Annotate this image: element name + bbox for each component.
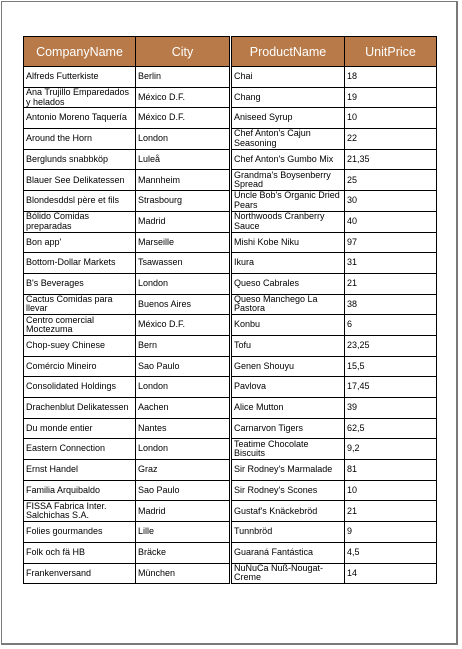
table-row [232, 563, 437, 584]
product-name-cell: Tofu [232, 335, 345, 356]
table-row [24, 356, 230, 377]
table-row [232, 67, 437, 88]
table-header-row [24, 37, 230, 67]
unit-price-cell: 14 [345, 563, 437, 584]
table-row [24, 542, 230, 563]
unit-price-cell: 9,2 [345, 439, 437, 460]
table-row [24, 232, 230, 253]
unit-price-cell: 31 [345, 253, 437, 274]
table-row [232, 356, 437, 377]
product-name-cell: Ikura [232, 253, 345, 274]
city-cell: Graz [136, 460, 230, 481]
table-row [232, 232, 437, 253]
unit-price-cell: 9 [345, 522, 437, 543]
table-row [24, 67, 230, 88]
unit-price-cell: 97 [345, 232, 437, 253]
company-name-cell: Antonio Moreno Taquería [24, 108, 136, 129]
table-row [24, 480, 230, 501]
table-row [232, 129, 437, 150]
product-name-cell: Queso Manchego La Pastora [232, 294, 345, 315]
table-row [24, 418, 230, 439]
city-cell: Marseille [136, 232, 230, 253]
table-header-row [232, 37, 437, 67]
table-row [232, 542, 437, 563]
table-row [24, 398, 230, 419]
unit-price-cell: 17,45 [345, 377, 437, 398]
table-row [232, 480, 437, 501]
product-name-cell: Chang [232, 87, 345, 108]
product-name-cell: Gustaf's Knäckebröd [232, 501, 345, 522]
unit-price-cell: 15,5 [345, 356, 437, 377]
report-page [1, 1, 458, 645]
city-cell: México D.F. [136, 87, 230, 108]
unit-price-cell: 21 [345, 501, 437, 522]
table-row [232, 315, 437, 336]
product-name-cell: Tunnbröd [232, 522, 345, 543]
city-cell: London [136, 129, 230, 150]
city-cell: Nantes [136, 418, 230, 439]
unit-price-cell: 39 [345, 398, 437, 419]
table-row [24, 460, 230, 481]
city-cell: Sao Paulo [136, 356, 230, 377]
product-name-cell: Pavlova [232, 377, 345, 398]
product-name-cell: Chef Anton's Gumbo Mix [232, 149, 345, 170]
company-name-cell: Eastern Connection [24, 439, 136, 460]
company-name-cell: Folk och fä HB [24, 542, 136, 563]
table-row [232, 522, 437, 543]
city-cell: London [136, 439, 230, 460]
company-name-cell: Consolidated Holdings [24, 377, 136, 398]
table-row [232, 335, 437, 356]
unit-price-cell: 10 [345, 108, 437, 129]
product-price-table [231, 36, 437, 584]
city-cell: Mannheim [136, 170, 230, 191]
city-cell: Aachen [136, 398, 230, 419]
table-row [232, 418, 437, 439]
city-cell: Sao Paulo [136, 480, 230, 501]
table-row [232, 439, 437, 460]
unit-price-cell: 21,35 [345, 149, 437, 170]
city-cell: Luleå [136, 149, 230, 170]
company-name-cell: Around the Horn [24, 129, 136, 150]
product-name-cell: Teatime Chocolate Biscuits [232, 439, 345, 460]
table-row [24, 315, 230, 336]
table-row [232, 191, 437, 212]
table-row [232, 108, 437, 129]
header-product-name: ProductName [232, 37, 345, 67]
unit-price-cell: 19 [345, 87, 437, 108]
header-unit-price: UnitPrice [345, 37, 437, 67]
header-company-name: CompanyName [24, 37, 136, 67]
product-name-cell: Chef Anton's Cajun Seasoning [232, 129, 345, 150]
table-row [232, 273, 437, 294]
unit-price-cell: 38 [345, 294, 437, 315]
city-cell: Bräcke [136, 542, 230, 563]
table-row [232, 253, 437, 274]
company-name-cell: Chop-suey Chinese [24, 335, 136, 356]
product-name-cell: Uncle Bob's Organic Dried Pears [232, 191, 345, 212]
table-row [24, 377, 230, 398]
company-name-cell: Folies gourmandes [24, 522, 136, 543]
table-row [232, 170, 437, 191]
unit-price-cell: 30 [345, 191, 437, 212]
table-row [24, 211, 230, 232]
unit-price-cell: 22 [345, 129, 437, 150]
product-name-cell: Alice Mutton [232, 398, 345, 419]
product-name-cell: Sir Rodney's Marmalade [232, 460, 345, 481]
company-name-cell: Ernst Handel [24, 460, 136, 481]
table-row [232, 398, 437, 419]
table-row [24, 253, 230, 274]
company-name-cell: Blauer See Delikatessen [24, 170, 136, 191]
product-name-cell: Mishi Kobe Niku [232, 232, 345, 253]
table-row [24, 273, 230, 294]
city-cell: Strasbourg [136, 191, 230, 212]
company-name-cell: Alfreds Futterkiste [24, 67, 136, 88]
company-name-cell: Blondesddsl père et fils [24, 191, 136, 212]
product-name-cell: NuNuCa Nuß-Nougat-Creme [232, 563, 345, 584]
table-row [24, 108, 230, 129]
company-name-cell: Centro comercial Moctezuma [24, 315, 136, 336]
table-row [232, 87, 437, 108]
unit-price-cell: 23,25 [345, 335, 437, 356]
unit-price-cell: 18 [345, 67, 437, 88]
unit-price-cell: 10 [345, 480, 437, 501]
table-row [232, 211, 437, 232]
company-name-cell: Frankenversand [24, 563, 136, 584]
company-name-cell: Du monde entier [24, 418, 136, 439]
city-cell: London [136, 377, 230, 398]
table-row [24, 522, 230, 543]
table-row [24, 87, 230, 108]
unit-price-cell: 25 [345, 170, 437, 191]
unit-price-cell: 21 [345, 273, 437, 294]
table-row [24, 439, 230, 460]
city-cell: Tsawassen [136, 253, 230, 274]
product-name-cell: Genen Shouyu [232, 356, 345, 377]
table-row [24, 149, 230, 170]
product-name-cell: Northwoods Cranberry Sauce [232, 211, 345, 232]
company-name-cell: Berglunds snabbköp [24, 149, 136, 170]
product-name-cell: Carnarvon Tigers [232, 418, 345, 439]
city-cell: Berlin [136, 67, 230, 88]
company-name-cell: Bólido Comidas preparadas [24, 211, 136, 232]
product-name-cell: Guaraná Fantástica [232, 542, 345, 563]
product-name-cell: Aniseed Syrup [232, 108, 345, 129]
table-row [232, 149, 437, 170]
unit-price-cell: 4,5 [345, 542, 437, 563]
city-cell: Madrid [136, 211, 230, 232]
product-name-cell: Konbu [232, 315, 345, 336]
product-name-cell: Queso Cabrales [232, 273, 345, 294]
city-cell: Bern [136, 335, 230, 356]
table-row [232, 294, 437, 315]
unit-price-cell: 81 [345, 460, 437, 481]
table-row [232, 501, 437, 522]
table-row [24, 563, 230, 584]
unit-price-cell: 40 [345, 211, 437, 232]
product-name-cell: Grandma's Boysenberry Spread [232, 170, 345, 191]
unit-price-cell: 6 [345, 315, 437, 336]
table-row [232, 460, 437, 481]
company-name-cell: Cactus Comidas para llevar [24, 294, 136, 315]
company-name-cell: Drachenblut Delikatessen [24, 398, 136, 419]
company-name-cell: B's Beverages [24, 273, 136, 294]
table-row [24, 129, 230, 150]
company-name-cell: Bottom-Dollar Markets [24, 253, 136, 274]
header-city: City [136, 37, 230, 67]
city-cell: Lille [136, 522, 230, 543]
company-name-cell: Ana Trujillo Emparedados y helados [24, 87, 136, 108]
table-row [24, 170, 230, 191]
company-name-cell: Bon app' [24, 232, 136, 253]
table-row [24, 191, 230, 212]
company-name-cell: Comércio Mineiro [24, 356, 136, 377]
unit-price-cell: 62,5 [345, 418, 437, 439]
company-city-table [23, 36, 230, 584]
table-row [232, 377, 437, 398]
product-name-cell: Chai [232, 67, 345, 88]
city-cell: London [136, 273, 230, 294]
table-row [24, 501, 230, 522]
city-cell: München [136, 563, 230, 584]
product-name-cell: Sir Rodney's Scones [232, 480, 345, 501]
company-name-cell: FISSA Fabrica Inter. Salchichas S.A. [24, 501, 136, 522]
city-cell: México D.F. [136, 315, 230, 336]
city-cell: México D.F. [136, 108, 230, 129]
city-cell: Madrid [136, 501, 230, 522]
table-row [24, 335, 230, 356]
city-cell: Buenos Aires [136, 294, 230, 315]
company-name-cell: Familia Arquibaldo [24, 480, 136, 501]
table-row [24, 294, 230, 315]
